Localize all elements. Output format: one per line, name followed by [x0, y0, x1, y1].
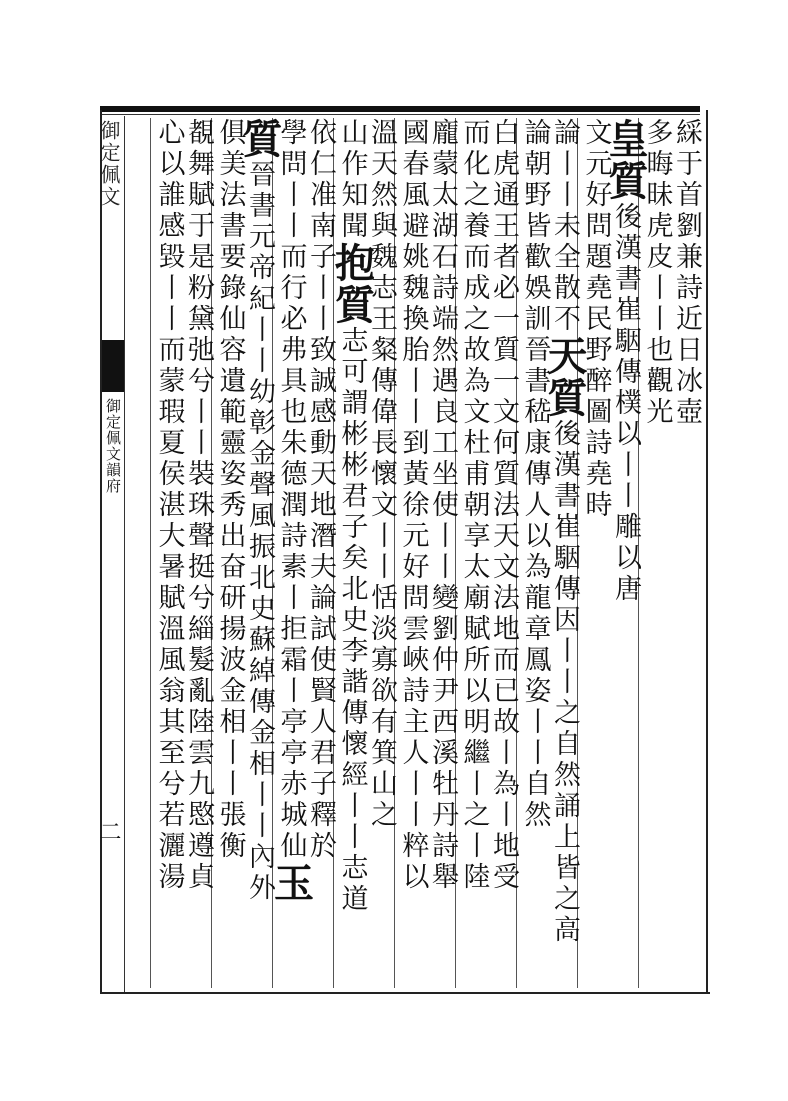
headword: 質	[236, 118, 283, 160]
column-text: 國春風避姚魏換胎丨丨到黃徐元好問雲峽詩主人丨丨粹以	[397, 118, 429, 893]
text-column	[211, 118, 248, 988]
fish-tail-mark	[102, 340, 124, 392]
text-column	[516, 118, 553, 988]
column-text: 魏志王粲傳偉長懷文丨丨恬淡寡欲有箕山之	[366, 242, 397, 831]
right-border	[706, 110, 708, 994]
text-column	[267, 118, 315, 988]
page-number: 二	[96, 820, 121, 842]
column-text: 文元好問題堯民野醉圖詩堯時	[580, 118, 612, 521]
headword: 天質	[541, 335, 588, 419]
column-text: 後漢書崔駰傳因丨丨之自然	[549, 419, 580, 791]
text-column	[328, 118, 376, 988]
text-column	[577, 118, 614, 988]
column-text: 綵于首劉兼詩近日冰壺	[671, 118, 702, 428]
column-text: 俱美法書要錄仙容遺範靈姿秀出奋研揚波金相丨丨張衡	[214, 118, 246, 862]
bottom-border	[100, 992, 710, 994]
column-text: 論朝野皆歡娛	[519, 118, 551, 304]
column-text: 志可謂彬彬君子矣北史李諧傳懷經丨丨志道	[336, 326, 368, 915]
headword: 玉	[267, 862, 315, 904]
column-text: 誦上皆之高	[549, 791, 580, 946]
column-text: 覩舞賦于是粉黛弛兮丨丨裝珠聲挺兮緇髮亂陸雲九愍遵貞	[183, 118, 214, 893]
text-column	[394, 118, 431, 988]
headword: 抱質	[328, 242, 376, 326]
column-text: 白虎通王者必一質一文何質法天文法地而已故丨為丨地受	[488, 118, 519, 893]
column-text: 溫天然與	[366, 118, 397, 242]
headword: 皇質	[602, 118, 649, 202]
column-text: 多晦昧虎皮丨丨也	[641, 118, 673, 366]
text-column	[638, 118, 675, 988]
margin-top-fragment: 御定佩文	[97, 120, 121, 208]
column-text: 山作知聞	[336, 118, 368, 242]
column-text: 龐蒙太湖石詩端然遇良工坐使丨丨變劉仲尹西溪牡丹詩舉	[427, 118, 458, 893]
column-text: 後漢書崔駰傳樸以丨丨雕以唐	[610, 202, 641, 605]
text-column	[150, 118, 187, 988]
column-text: 而化之養而成之故為文杜甫朝享太廟賦所以明繼丨之丨陸	[458, 118, 490, 893]
text-column	[455, 118, 492, 988]
column-text: 觀光	[641, 366, 673, 428]
column-text: 論丨丨未全散不	[549, 118, 580, 335]
margin-column	[96, 116, 125, 992]
column-text: 訓晉書嵇康傳人以為龍章鳳姿丨丨自然	[519, 304, 551, 831]
column-text: 學問丨丨而行必弗具也朱德潤詩素丨拒霜丨亭亭赤城仙	[275, 118, 307, 862]
column-text: 晉書元帝紀丨丨幼彰金聲風振北史蘇綽傳金相丨丨內外	[244, 160, 275, 904]
top-border-thin	[100, 114, 700, 115]
top-border-thick	[100, 106, 700, 112]
column-text: 依仁准南子丨丨致誠感動天地潛夫論試使賢人君子釋於	[305, 118, 336, 862]
margin-book-title: 御定佩文韻府	[104, 398, 122, 494]
column-text: 心以誰感毀丨丨而蒙瑕夏侯湛大暑賦溫風翁其至兮若灑湯	[153, 118, 185, 893]
